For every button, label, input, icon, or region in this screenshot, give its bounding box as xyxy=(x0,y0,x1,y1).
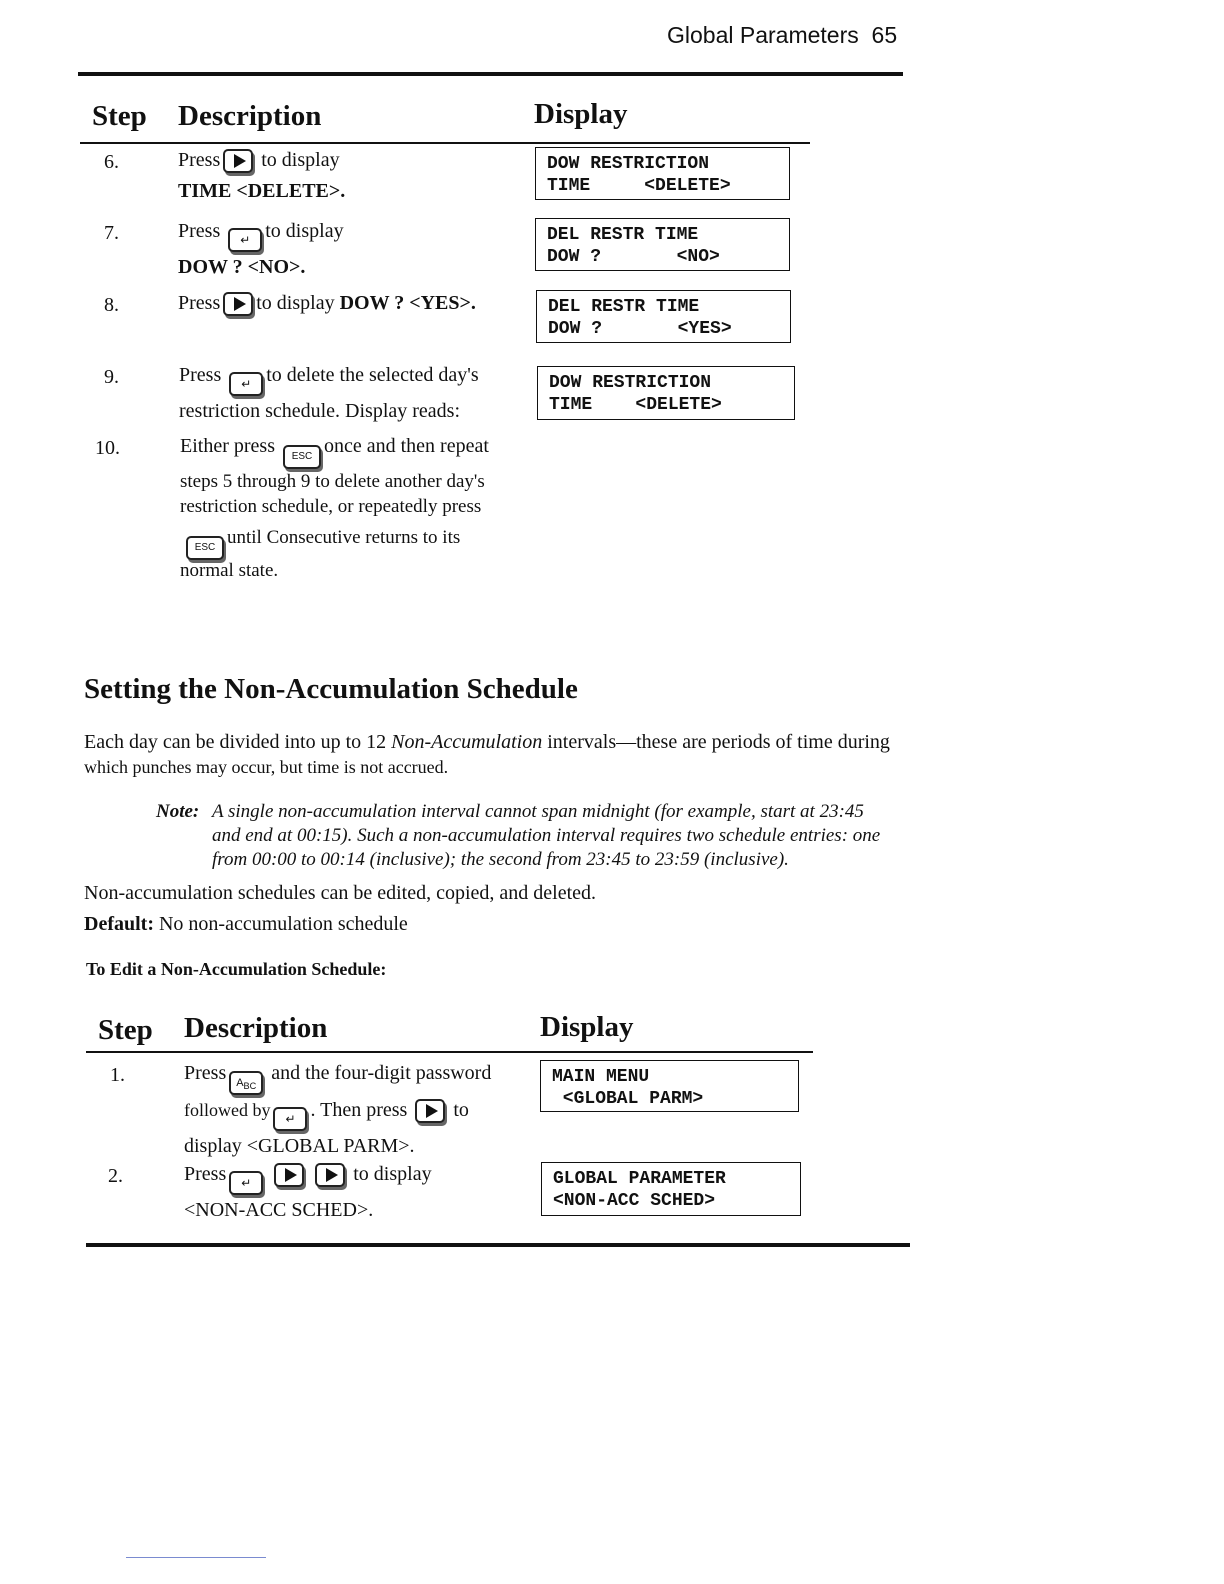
table2-step-description: Press ↵ to display <NON-ACC SCHED>. xyxy=(184,1163,432,1221)
enter-key-icon: ↵ xyxy=(273,1107,307,1131)
table2-step-number: 2. xyxy=(108,1165,123,1187)
lcd-display: DOW RESTRICTION TIME <DELETE> xyxy=(535,147,790,200)
edit-text: Non-accumulation schedules can be edited, copied, and deleted. xyxy=(84,882,597,904)
note-text: A single non-accumulation interval cannot span midnight (for example, start at 23:45 and end at 00:15). Such a non-accumulation interval requires two schedule entries: one from 00:00 to 00:14 (inclusive); the second from 23:45 to 23:59 (inclusive). xyxy=(212,801,881,870)
table1-step-description: Press ↵ to delete the selected day's restriction schedule. Display reads: xyxy=(179,364,479,422)
esc-key-icon: ESC xyxy=(186,536,224,560)
table1-step-number: 7. xyxy=(104,222,119,244)
table1-step-number: 6. xyxy=(104,151,119,173)
table2-step-header: Step xyxy=(98,1014,153,1046)
header-rule xyxy=(78,72,903,76)
next-key-icon xyxy=(223,292,253,316)
next-key-icon xyxy=(415,1099,445,1123)
enter-key-icon: ↵ xyxy=(229,1171,263,1195)
esc-key-icon: ESC xyxy=(283,445,321,469)
footnote-rule xyxy=(126,1557,266,1558)
default-line: Default: No non-accumulation schedule xyxy=(84,913,408,935)
table2-step-number: 1. xyxy=(110,1064,125,1086)
table2-step-description: Press $A_{BC}$ and the four-digit password followed by ↵ . Then press to display <GLOBAL PARM>. xyxy=(184,1062,492,1157)
lcd-display: GLOBAL PARAMETER <NON-ACC SCHED> xyxy=(541,1162,801,1216)
procedure-heading: To Edit a Non-Accumulation Schedule: xyxy=(86,959,387,979)
table2-header-rule xyxy=(86,1051,813,1053)
next-key-icon xyxy=(223,149,253,173)
running-header xyxy=(667,22,897,49)
next-key-icon xyxy=(274,1163,304,1187)
header-section-title: Global Parameters xyxy=(667,22,859,48)
enter-key-icon: ↵ xyxy=(229,372,263,396)
footer-rule xyxy=(86,1243,910,1247)
lcd-display: DEL RESTR TIME DOW ? <YES> xyxy=(536,290,791,343)
lcd-display: MAIN MENU <GLOBAL PARM> xyxy=(540,1060,799,1112)
table2-description-header: Description xyxy=(184,1012,328,1044)
next-key-icon xyxy=(315,1163,345,1187)
section-title: Setting the Non-Accumulation Schedule xyxy=(84,673,578,705)
lcd-display: DEL RESTR TIME DOW ? <NO> xyxy=(535,218,790,271)
table1-step-number: 8. xyxy=(104,294,119,316)
table1-step-number: 10. xyxy=(95,437,120,459)
lcd-display: DOW RESTRICTION TIME <DELETE> xyxy=(537,366,795,420)
note-label: Note: xyxy=(156,801,200,822)
table1-step-header: Step xyxy=(92,100,147,132)
enter-key-icon: ↵ xyxy=(228,228,262,252)
section-intro: Each day can be divided into up to 12 Non-Accumulation intervals—these are periods of time during which punches may occur, but time is not accrued. xyxy=(84,731,890,777)
table1-description-header: Description xyxy=(178,100,322,132)
table1-step-description: Either press ESC once and then repeat steps 5 through 9 to delete another day's restriction schedule, or repeatedly press ESC until Consecutive returns to its normal state. xyxy=(180,435,489,581)
page-number: 65 xyxy=(871,22,898,48)
table1-header-rule xyxy=(80,142,810,144)
table1-step-number: 9. xyxy=(104,366,119,388)
table1-display-header: Display xyxy=(534,98,628,130)
table1-step-description: Press to display DOW ? <YES>. xyxy=(178,292,476,314)
table1-step-description: Press to display TIME <DELETE>. xyxy=(178,149,346,202)
abc-key-icon: $A_{BC}$ xyxy=(229,1071,263,1095)
table1-step-description: Press ↵ to display DOW ? <NO>. xyxy=(178,220,344,278)
table2-display-header: Display xyxy=(540,1011,634,1043)
